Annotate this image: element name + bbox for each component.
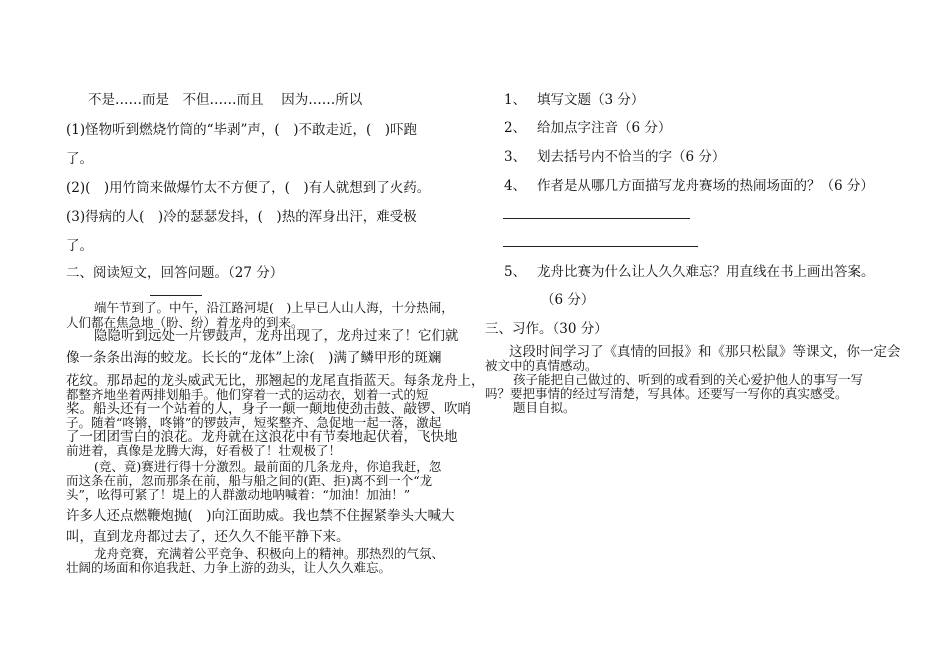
item-number: 3、: [504, 149, 527, 165]
essay-line: 题目自拟。: [513, 400, 576, 415]
item-number: 5、: [504, 264, 527, 280]
answer-line-2: [503, 246, 698, 247]
question-1-line-1: (1)怪物听到燃烧竹筒的“毕剥”声，( )不敢走近，( )吓跑: [66, 122, 417, 138]
passage-line: 而这条在前，忽而那条在前，船与船之间的(距、拒)离不到一个“龙: [66, 473, 433, 488]
essay-line: 孩子能把自己做过的、听到的或看到的关心爱护他人的事写一写: [513, 372, 864, 387]
item-number: 2、: [504, 120, 527, 136]
passage-line: 人们都在焦急地（盼、纷）着龙舟的到来。: [66, 315, 304, 330]
essay-line: 吗？要把事情的经过写清楚，写具体。还要写一写你的真实感受。: [485, 386, 848, 401]
title-blank-line: [150, 295, 202, 296]
passage-line: 头”，吆得可紧了！堤上的人群激动地呐喊着：“加油！加油！”: [66, 487, 411, 502]
passage-line: 叫，直到龙舟都过去了，还久久不能平静下来。: [66, 529, 350, 545]
section-3-heading: 三、习作。（30 分）: [485, 321, 608, 337]
passage-line: (竞、竟)赛进行得十分激烈。最前面的几条龙舟，你追我赶，忽: [94, 459, 442, 474]
conjunction-options: 不是……而是 不但……而且 因为……所以: [88, 92, 363, 108]
answer-line-1: [503, 218, 690, 219]
item-text: 填写文题（3 分）: [537, 92, 645, 108]
passage-line: 都整齐地坐着两排划船手。他们穿着一式的运动衣，划着一式的短: [66, 387, 429, 402]
item-5-score: （6 分）: [541, 292, 595, 308]
item-number: 4、: [504, 178, 527, 194]
question-3-line-1: (3)得病的人( )冷的瑟瑟发抖，( )热的浑身出汗，难受极: [66, 209, 417, 225]
question-2: (2)( )用竹筒来做爆竹太不方便了，( )有人就想到了火药。: [66, 180, 431, 196]
passage-line: 许多人还点燃鞭炮抛( )向江面助威。我也禁不住握紧拳头大喊大: [66, 508, 455, 524]
question-3-line-2: 了。: [66, 238, 93, 254]
essay-line: 这段时间学习了《真情的回报》和《那只松鼠》等课文，你一定会: [509, 344, 901, 360]
item-text: 给加点字注音（6 分）: [537, 120, 672, 136]
passage-line: 了一团团雪白的浪花。龙舟就在这浪花中有节奏地起伏着，飞快地: [66, 429, 458, 445]
passage-line: 像一条条出海的蛟龙。长长的“龙体”上涂( )满了鳞甲形的斑斓: [66, 350, 442, 366]
passage-line: 子。随着“咚锵，咚锵”的锣鼓声，短桨整齐、急促地一起一落，激起: [66, 415, 442, 430]
section-2-heading: 二、阅读短文，回答问题。（27 分）: [66, 265, 284, 281]
passage-line: 壮阔的场面和你追我赶、力争上游的劲头，让人久久难忘。: [66, 560, 392, 575]
essay-line: 被文中的真情感动。: [485, 358, 598, 373]
passage-line: 龙舟竞赛，充满着公平竞争、积极向上的精神。那热烈的气氛、: [94, 546, 445, 561]
item-text: 龙舟比赛为什么让人久久难忘？用直线在书上画出答案。: [537, 264, 875, 280]
item-text: 作者是从哪几方面描写龙舟赛场的热闹场面的？（6 分）: [537, 178, 874, 194]
item-number: 1、: [504, 92, 527, 108]
passage-line: 隐隐听到远处一片锣鼓声，龙舟出现了，龙舟过来了！它们就: [94, 328, 459, 344]
passage-line: 端午节到了。中午，沿江路河堤( )上早已人山人海，十分热闹，: [94, 300, 454, 315]
question-1-line-2: 了。: [66, 151, 93, 167]
passage-line: 桨。船头还有一个站着的人，身子一颠一颠地使劲击鼓、敲锣、吹哨: [66, 401, 471, 417]
item-text: 划去括号内不恰当的字（6 分）: [537, 149, 726, 165]
passage-line: 前进着，真像是龙腾大海，好看极了！壮观极了！: [66, 443, 342, 458]
passage-line: 花纹。那昂起的龙头威武无比，那翘起的龙尾直指蓝天。每条龙舟上，: [66, 373, 485, 389]
